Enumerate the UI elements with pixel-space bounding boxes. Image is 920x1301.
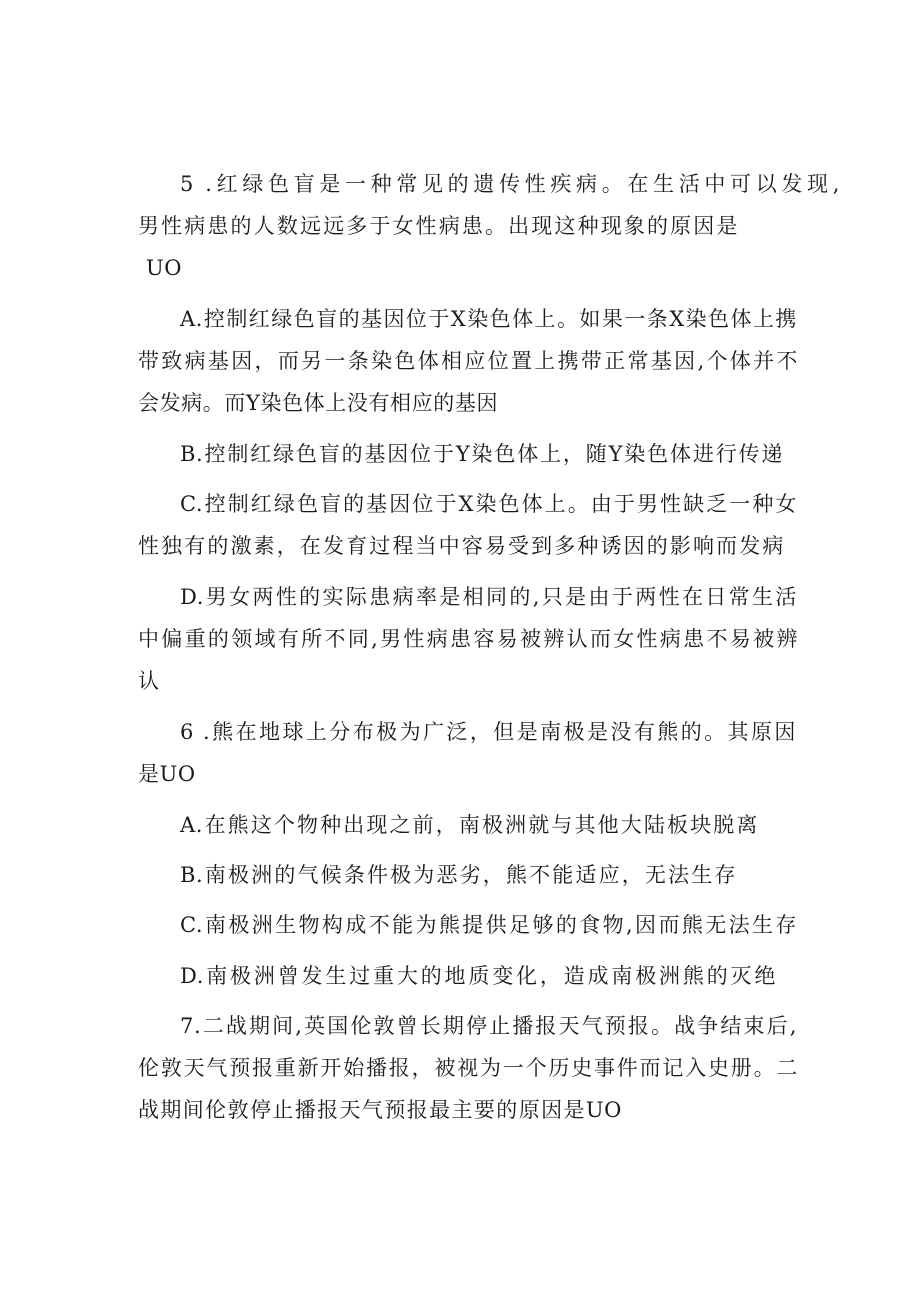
question-5-line-2: 男性病患的人数远远多于女性病患。出现这种现象的原因是: [138, 214, 738, 238]
question-5-option-a-line-1: A.控制红绿色盲的基因位于X染色体上。如果一条X染色体上携: [180, 307, 797, 331]
question-5-line-3: UO: [146, 256, 183, 280]
question-7-line-3: 战期间伦敦停止播报天气预报最主要的原因是UO: [138, 1098, 622, 1122]
question-5-option-d-line-2: 中偏重的领域有所不同,男性病患容易被辨认而女性病患不易被辨: [138, 627, 798, 651]
question-6-option-c: C.南极洲生物构成不能为熊提供足够的食物,因而熊无法生存: [180, 913, 797, 937]
question-5-option-d-line-1: D.男女两性的实际患病率是相同的,只是由于两性在日常生活: [180, 585, 797, 609]
question-5-option-c-line-1: C.控制红绿色盲的基因位于X染色体上。由于男性缺乏一种女: [180, 492, 797, 516]
question-5-option-d-line-3: 认: [138, 669, 160, 693]
question-7-line-2: 伦敦天气预报重新开始播报，被视为一个历史事件而记入史册。二: [138, 1056, 798, 1080]
question-6-option-d: D.南极洲曾发生过重大的地质变化，造成南极洲熊的灭绝: [180, 964, 776, 988]
question-6-line-1: 6 .熊在地球上分布极为广泛，但是南极是没有熊的。其原因: [180, 720, 796, 744]
question-5-option-b-line-1: B.控制红绿色盲的基因位于Y染色体上，随Y染色体进行传递: [180, 442, 783, 466]
question-6-line-2: 是UO: [138, 762, 196, 786]
question-6-option-a: A.在熊这个物种出现之前，南极洲就与其他大陆板块脱离: [180, 813, 758, 837]
question-5-option-c-line-2: 性独有的激素，在发育过程当中容易受到多种诱因的影响而发病: [138, 534, 784, 558]
question-5-line-1: 5 .红绿色盲是一种常见的遗传性疾病。在生活中可以发现,: [180, 172, 840, 196]
question-5-option-a-line-3: 会发病。而Y染色体上没有相应的基因: [138, 391, 499, 415]
question-7-line-1: 7.二战期间,英国伦敦曾长期停止播报天气预报。战争结束后,: [180, 1014, 797, 1038]
question-6-option-b: B.南极洲的气候条件极为恶劣，熊不能适应，无法生存: [180, 863, 736, 887]
question-5-option-a-line-2: 带致病基因，而另一条染色体相应位置上携带正常基因,个体并不: [138, 349, 798, 373]
